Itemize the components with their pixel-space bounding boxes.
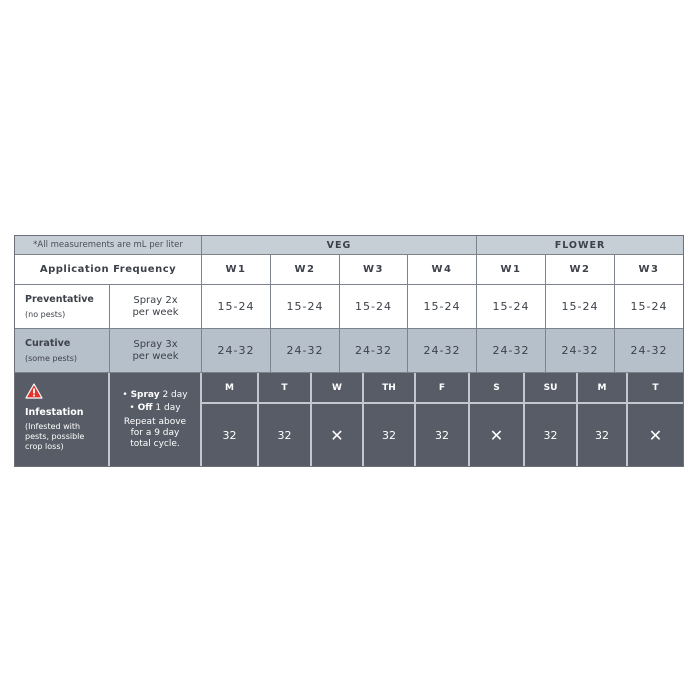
infestation-label [15,373,110,466]
curative-dose: 24-32 [546,329,615,373]
preventative-dose: 15-24 [340,285,408,329]
day-header: T [628,373,683,404]
infestation-plan [110,373,202,466]
subtitle-line: crop loss) [25,442,64,451]
plan-bold: Spray [130,390,160,400]
curative-label [15,329,110,373]
frequency-line: per week [132,306,179,318]
curative-dose: 24-32 [202,329,271,373]
preventative-subtitle: (no pests) [25,310,66,319]
plan-repeat [124,417,186,450]
measurement-note: *All measurements are mL per liter [15,236,202,255]
preventative-dose: 15-24 [546,285,615,329]
veg-group-header: VEG [202,236,477,255]
week-header: W2 [271,255,340,285]
day-header: S [470,373,525,404]
day-header: T [259,373,312,404]
plan-bullet-off: • Off 1 day [129,403,181,413]
day-header: M [578,373,628,404]
frequency-line: Spray 3x [133,338,178,350]
day-header: W [312,373,364,404]
plan-text: total cycle. [130,439,180,449]
week-header: W1 [477,255,546,285]
day-header: TH [364,373,416,404]
preventative-title: Preventative [25,294,94,305]
preventative-frequency [110,285,202,329]
preventative-dose: 15-24 [477,285,546,329]
preventative-dose: 15-24 [202,285,271,329]
week-header: W2 [546,255,615,285]
curative-subtitle: (some pests) [25,354,78,363]
frequency-line: per week [132,350,179,362]
plan-bullet-spray: • Spray 2 day [122,390,188,400]
curative-dose: 24-32 [408,329,477,373]
preventative-dose: 15-24 [271,285,340,329]
curative-dose: 24-32 [615,329,683,373]
plan-bold: Off [137,403,153,413]
preventative-label [15,285,110,329]
day-dose: 32 [578,404,628,466]
curative-dose: 24-32 [477,329,546,373]
week-header: W1 [202,255,271,285]
subtitle-line: pests, possible [25,432,85,441]
preventative-dose: 15-24 [615,285,683,329]
subtitle-line: (Infested with [25,422,81,431]
frequency-line: Spray 2x [133,294,178,306]
dosage-table [14,235,684,467]
preventative-dose: 15-24 [408,285,477,329]
plan-text: for a 9 day [130,428,180,438]
infestation-subtitle [25,422,84,452]
curative-dose: 24-32 [271,329,340,373]
day-header: F [416,373,470,404]
day-dose: 32 [364,404,416,466]
flower-group-header: FLOWER [477,236,683,255]
day-dose: 32 [259,404,312,466]
day-header: M [202,373,259,404]
off-day-x-icon: ✕ [470,404,525,466]
day-dose: 32 [525,404,578,466]
warning-triangle-icon [25,383,43,399]
plan-text: 1 day [152,403,181,413]
curative-frequency [110,329,202,373]
infestation-title: Infestation [25,407,84,418]
day-dose: 32 [416,404,470,466]
application-frequency-header: Application Frequency [15,255,202,285]
curative-dose: 24-32 [340,329,408,373]
week-header: W3 [615,255,683,285]
curative-title: Curative [25,338,71,349]
day-dose: 32 [202,404,259,466]
week-header: W3 [340,255,408,285]
week-header: W4 [408,255,477,285]
plan-text: Repeat above [123,417,187,427]
day-header: SU [525,373,578,404]
off-day-x-icon: ✕ [628,404,683,466]
plan-text: 2 day [159,390,188,400]
off-day-x-icon: ✕ [312,404,364,466]
